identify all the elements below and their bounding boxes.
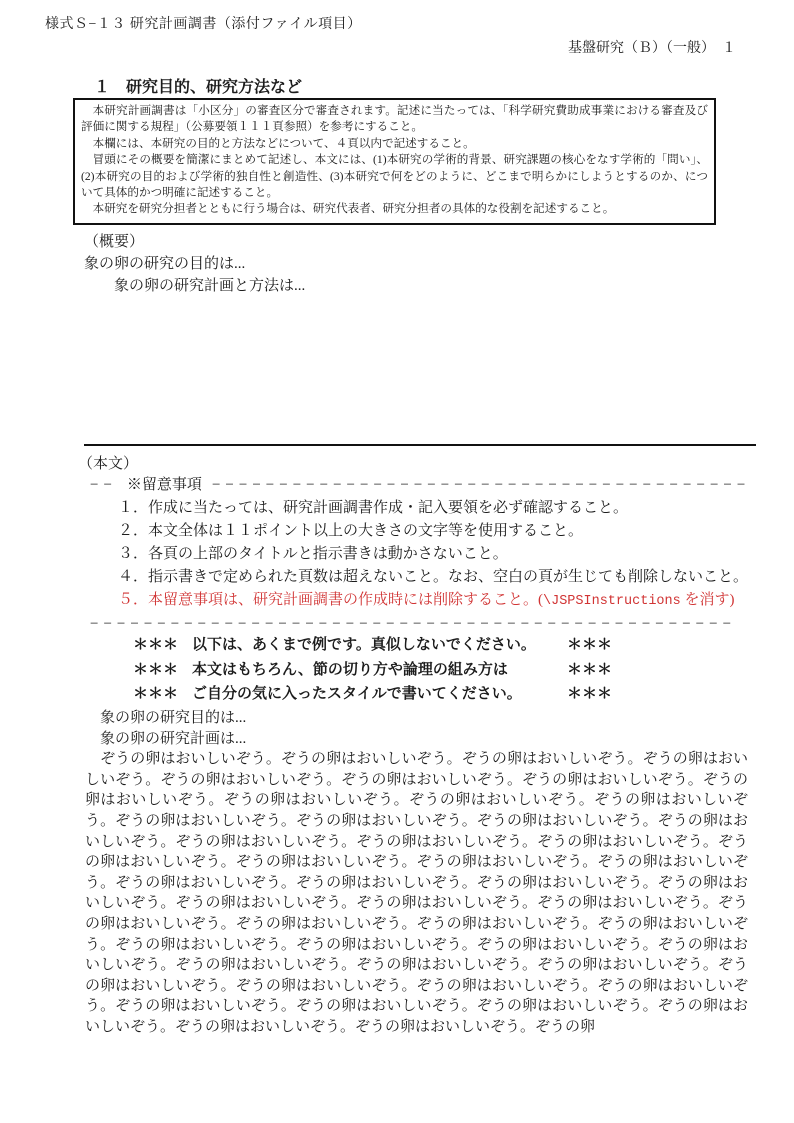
instruction-paragraph: 冒頭にその概要を簡潔にまとめて記述し、本文には、(1)本研究の学術的背景、研究課題の核心をなす学術的「問い」、(2)本研究の目的および学術的独自性と創造性、(3)本研究で何をどのように、どこまで明らかにしようとするのか、について具体的かつ明確に記述すること。 bbox=[81, 153, 708, 200]
filler-paragraph: ぞうの卵はおいしいぞう。ぞうの卵はおいしいぞう。ぞうの卵はおいしいぞう。ぞうの卵はおいしいぞう。ぞうの卵はおいしいぞう。ぞうの卵はおいしいぞう。ぞうの卵はおいしいぞう。ぞうの卵はおいしいぞう。ぞうの卵はおいしいぞう。ぞうの卵はおいしいぞう。ぞうの卵はおいしいぞう。ぞうの卵はおいしいぞう。ぞうの卵はおいしいぞう。ぞうの卵はおいしいぞう。ぞうの卵はおいしいぞう。ぞうの卵はおいしいぞう。ぞうの卵はおいしいぞう。ぞうの卵はおいしいぞう。ぞうの卵はおいしいぞう。ぞうの卵はおいしいぞう。ぞうの卵はおいしいぞう。ぞうの卵はおいしいぞう。ぞうの卵はおいしいぞう。ぞうの卵はおいしいぞう。ぞうの卵はおいしいぞう。ぞうの卵はおいしいぞう。ぞうの卵はおいしいぞう。ぞうの卵はおいしいぞう。ぞうの卵はおいしいぞう。ぞうの卵はおいしいぞう。ぞうの卵はおいしいぞう。ぞうの卵はおいしいぞう。ぞうの卵はおいしいぞう。ぞうの卵はおいしいぞう。ぞうの卵はおいしいぞう。ぞうの卵はおいしいぞう。ぞうの卵はおいしいぞう。ぞうの卵はおいしいぞう。ぞうの卵はおいしいぞう。ぞうの卵はおいしいぞう。ぞうの卵はおいしいぞう。ぞうの卵はおいしいぞう。ぞうの卵はおいしいぞう。ぞうの卵はおいしいぞう。ぞうの卵はおいしいぞう。ぞうの卵はおいしいぞう。ぞうの卵はおいしいぞう。ぞうの卵はおいしいぞう。ぞうの卵はおいしいぞう。ぞうの卵はおいしいぞう。ぞうの卵 bbox=[85, 751, 748, 1035]
dash-line: −−−−−−−−−−−−−−−−−−−−−−−−−−−−−−−−−−−−−−−− bbox=[211, 477, 751, 493]
overview-heading: （概要） bbox=[84, 234, 145, 250]
notes-section bbox=[90, 474, 756, 636]
example-row bbox=[133, 633, 612, 658]
instruction-paragraph: 本欄には、本研究の目的と方法などについて、４頁以内で記述すること。 bbox=[92, 136, 475, 150]
example-disclaimer-block bbox=[133, 633, 612, 707]
overview-section bbox=[84, 231, 305, 297]
note-item: ２．本文全体は１１ポイント以上の大きさの文字等を使用すること。 bbox=[118, 523, 584, 539]
notes-rule-top bbox=[90, 474, 756, 497]
divider-rule bbox=[84, 444, 756, 446]
star-marks: ＊＊＊ bbox=[567, 685, 613, 702]
overview-line: 象の卵の研究計画と方法は... bbox=[84, 278, 306, 294]
note-item: １．作成に当たっては、研究計画調書作成・記入要領を必ず確認すること。 bbox=[118, 500, 629, 516]
body-text-section bbox=[85, 708, 748, 1038]
body-line: 象の卵の研究計画は... bbox=[85, 730, 247, 747]
example-row bbox=[133, 682, 612, 707]
star-marks: ＊＊＊ bbox=[133, 685, 179, 702]
star-marks: ＊＊＊ bbox=[133, 636, 179, 653]
instruction-paragraph: 本研究を研究分担者とともに行う場合は、研究代表者、研究分担者の具体的な役割を記述すること。 bbox=[92, 202, 615, 216]
star-marks: ＊＊＊ bbox=[567, 660, 613, 678]
instruction-box bbox=[73, 98, 716, 225]
note-red-text: ５．本留意事項は、研究計画調書の作成時には削除すること。( bbox=[118, 592, 543, 608]
form-number-label: 様式Ｓ−１３ 研究計画調書（添付ファイル項目） bbox=[45, 17, 362, 32]
note-red-text: を消す) bbox=[680, 592, 735, 608]
code-snippet: \JSPSInstructions bbox=[543, 594, 681, 609]
note-item: ４．指示書きで定められた頁数は超えないこと。なお、空白の頁が生じても削除しないこと。 bbox=[118, 569, 749, 585]
body-line: 象の卵の研究目的は... bbox=[85, 710, 247, 726]
research-category-label: 基盤研究（Ｂ）（一般） １ bbox=[568, 41, 736, 56]
note-item: ３．各頁の上部のタイトルと指示書きは動かさないこと。 bbox=[118, 546, 508, 562]
example-text: 以下は、あくまで例です。真似しないでください。 bbox=[192, 636, 536, 653]
star-marks: ＊＊＊ bbox=[567, 636, 613, 653]
notes-label: ※留意事項 bbox=[126, 477, 202, 493]
note-item-red bbox=[90, 589, 756, 613]
example-text: 本文はもちろん、節の切り方や論理の組み方は bbox=[192, 660, 508, 678]
instruction-paragraph: 本研究計画調書は「小区分」の審査区分で審査されます。記述に当たっては、「科学研究費助成事業における審査及び評価に関する規程」（公募要領１１１頁参照）を参考にすること。 bbox=[81, 104, 708, 134]
dash-line: −− bbox=[90, 477, 117, 493]
example-row bbox=[133, 658, 612, 683]
body-heading: （本文） bbox=[78, 456, 139, 472]
star-marks: ＊＊＊ bbox=[133, 660, 179, 678]
overview-line: 象の卵の研究の目的は... bbox=[84, 256, 246, 272]
dash-line: −−−−−−−−−−−−−−−−−−−−−−−−−−−−−−−−−−−−−−−−−−−−−−−− bbox=[90, 616, 737, 632]
section-title: １ 研究目的、研究方法など bbox=[94, 79, 303, 96]
example-text: ご自分の気に入ったスタイルで書いてください。 bbox=[192, 685, 522, 702]
